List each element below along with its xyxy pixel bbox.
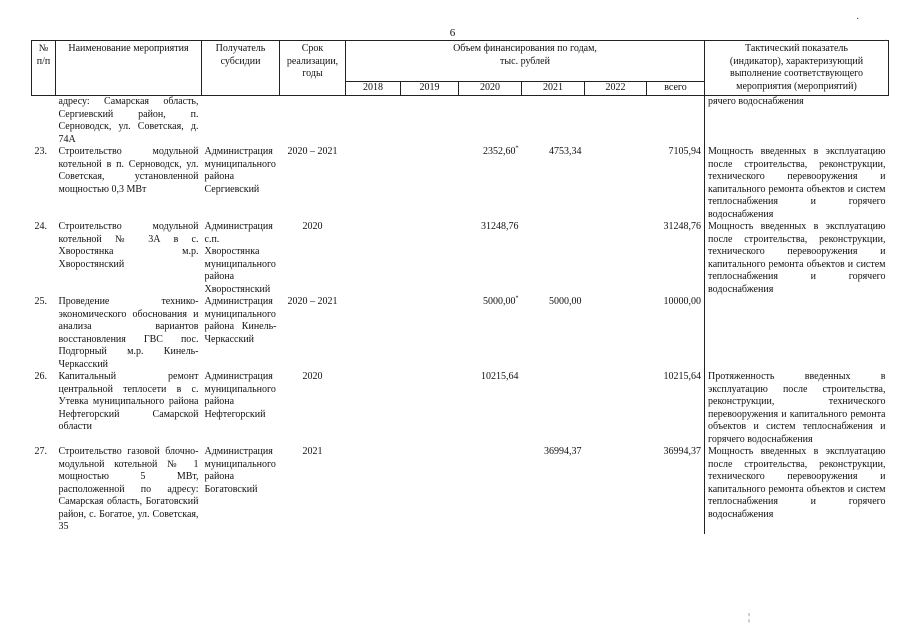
row-num: 23. bbox=[34, 146, 47, 157]
row-recipient: Администрация муниципального района Богатовский bbox=[204, 446, 276, 495]
table-row bbox=[32, 446, 889, 534]
header-financing: Объем финансирования по годам, тыс. рублей bbox=[346, 41, 705, 82]
row-2019 bbox=[401, 146, 459, 221]
footnote-mark: * bbox=[515, 145, 519, 152]
header-total: всего bbox=[647, 82, 705, 96]
row-recipient: Администрация с.п. Хворостянка муниципального района Хворостянский bbox=[204, 221, 276, 295]
row-term: 2020 – 2021 bbox=[287, 146, 338, 157]
row-total: 10000,00 bbox=[663, 296, 701, 307]
row-2022 bbox=[585, 296, 647, 371]
row-name: адресу: Самарская область, Сергиевский район, п. Серноводск, ул. Советская, д. 74А bbox=[58, 96, 199, 145]
header-term: Срок реализации, годы bbox=[280, 41, 346, 96]
row-name: Проведение технико-экономического обоснования и анализа вариантов восстановления ГВС пос. Подгорный м.р. Кинель-Черкасский bbox=[58, 296, 199, 370]
row-2020: 2352,60* bbox=[483, 145, 519, 157]
row-total: 10215,64 bbox=[663, 371, 701, 382]
row-2018 bbox=[346, 146, 401, 221]
row-num: 25. bbox=[34, 296, 47, 307]
header-year-2018: 2018 bbox=[346, 82, 401, 96]
header-name: Наименование мероприятия bbox=[56, 41, 202, 96]
row-name: Строительство модульной котельной № 3А в с. Хворостянка м.р. Хворостянский bbox=[58, 221, 199, 270]
row-2020 bbox=[459, 446, 522, 534]
table-row bbox=[32, 146, 889, 221]
table-header bbox=[32, 41, 889, 96]
row-indicator: рячего водоснабжения bbox=[705, 96, 889, 147]
row-indicator: Мощность введенных в эксплуатацию после строительства, реконструкции, технического перевооружения и капитального ремонта объектов и систем теплоснабжения и горячего водоснабжения bbox=[705, 146, 889, 221]
row-2021: 5000,00 bbox=[549, 296, 582, 307]
scan-speck: · bbox=[856, 14, 860, 25]
table-row bbox=[32, 296, 889, 371]
footnote-mark: * bbox=[515, 295, 519, 302]
row-num: 24. bbox=[34, 221, 47, 232]
financing-table bbox=[31, 40, 889, 534]
row-2020: 10215,64 bbox=[481, 371, 519, 382]
header-year-2022: 2022 bbox=[585, 82, 647, 96]
row-num: 27. bbox=[34, 446, 47, 457]
row-indicator: Мощность введенных в эксплуатацию после строительства, реконструкции, технического перевооружения и капитального ремонта объектов и систем теплоснабжения и горячего водоснабжения bbox=[705, 446, 889, 534]
row-indicator: Протяженность введенных в эксплуатацию после строительства, реконструкции, технического перевооружения и капитального ремонта объектов и систем теплоснабжения и горячего водоснабжения bbox=[705, 371, 889, 446]
row-2021 bbox=[522, 221, 585, 296]
row-total: 31248,76 bbox=[663, 221, 701, 232]
scan-speck: ¦ bbox=[748, 612, 751, 623]
row-2018 bbox=[346, 221, 401, 296]
header-num: № п/п bbox=[32, 41, 56, 96]
row-2019 bbox=[401, 446, 459, 534]
row-2018 bbox=[346, 446, 401, 534]
header-recipient: Получатель субсидии bbox=[202, 41, 280, 96]
row-recipient: Администрация муниципального района Кинель-Черкасский bbox=[204, 296, 277, 345]
table-row bbox=[32, 221, 889, 296]
row-2020: 31248,76 bbox=[481, 221, 519, 232]
row-term: 2021 bbox=[302, 446, 323, 457]
row-indicator bbox=[705, 296, 889, 371]
row-2019 bbox=[401, 296, 459, 371]
row-term: 2020 bbox=[302, 371, 323, 382]
row-2020: 5000,00* bbox=[483, 295, 519, 307]
row-2021 bbox=[522, 371, 585, 446]
scan-speck: · bbox=[884, 36, 888, 47]
row-name: Строительство газовой блочно-модульной котельной № 1 мощностью 5 МВт, расположенной по адресу: Самарская область, Богатовский район, с. Богатое, ул. Советская, 35 bbox=[58, 446, 199, 532]
row-total: 36994,37 bbox=[663, 446, 701, 457]
row-term: 2020 bbox=[302, 221, 323, 232]
table-row-continuation bbox=[32, 96, 889, 147]
row-2021: 4753,34 bbox=[549, 146, 582, 157]
row-recipient: Администрация муниципального района Сергиевский bbox=[204, 146, 276, 195]
row-indicator: Мощность введенных в эксплуатацию после строительства, реконструкции, технического перевооружения и капитального ремонта объектов и систем теплоснабжения и горячего водоснабжения bbox=[705, 221, 889, 296]
row-recipient: Администрация муниципального района Нефтегорский bbox=[204, 371, 276, 420]
table-row bbox=[32, 371, 889, 446]
row-2018 bbox=[346, 296, 401, 371]
header-year-2019: 2019 bbox=[401, 82, 459, 96]
row-name: Капитальный ремонт центральной теплосети в с. Утевка муниципального района Нефтегорский Самарской области bbox=[58, 371, 199, 432]
row-term: 2020 – 2021 bbox=[287, 296, 338, 307]
row-2022 bbox=[585, 371, 647, 446]
row-2022 bbox=[585, 221, 647, 296]
row-num: 26. bbox=[34, 371, 47, 382]
row-2022 bbox=[585, 146, 647, 221]
row-2021: 36994,37 bbox=[544, 446, 582, 457]
row-name: Строительство модульной котельной в п. Серноводск, ул. Советская, установленной мощностью 0,3 МВт bbox=[58, 146, 199, 195]
row-2019 bbox=[401, 371, 459, 446]
row-2018 bbox=[346, 371, 401, 446]
header-year-2020: 2020 bbox=[459, 82, 522, 96]
row-2022 bbox=[585, 446, 647, 534]
row-2019 bbox=[401, 221, 459, 296]
header-year-2021: 2021 bbox=[522, 82, 585, 96]
header-indicator: Тактический показатель (индикатор), характеризующий выполнение соответствующего мероприятия (мероприятий) bbox=[705, 41, 889, 96]
page-number: 6 bbox=[449, 27, 456, 39]
row-total: 7105,94 bbox=[668, 146, 701, 157]
